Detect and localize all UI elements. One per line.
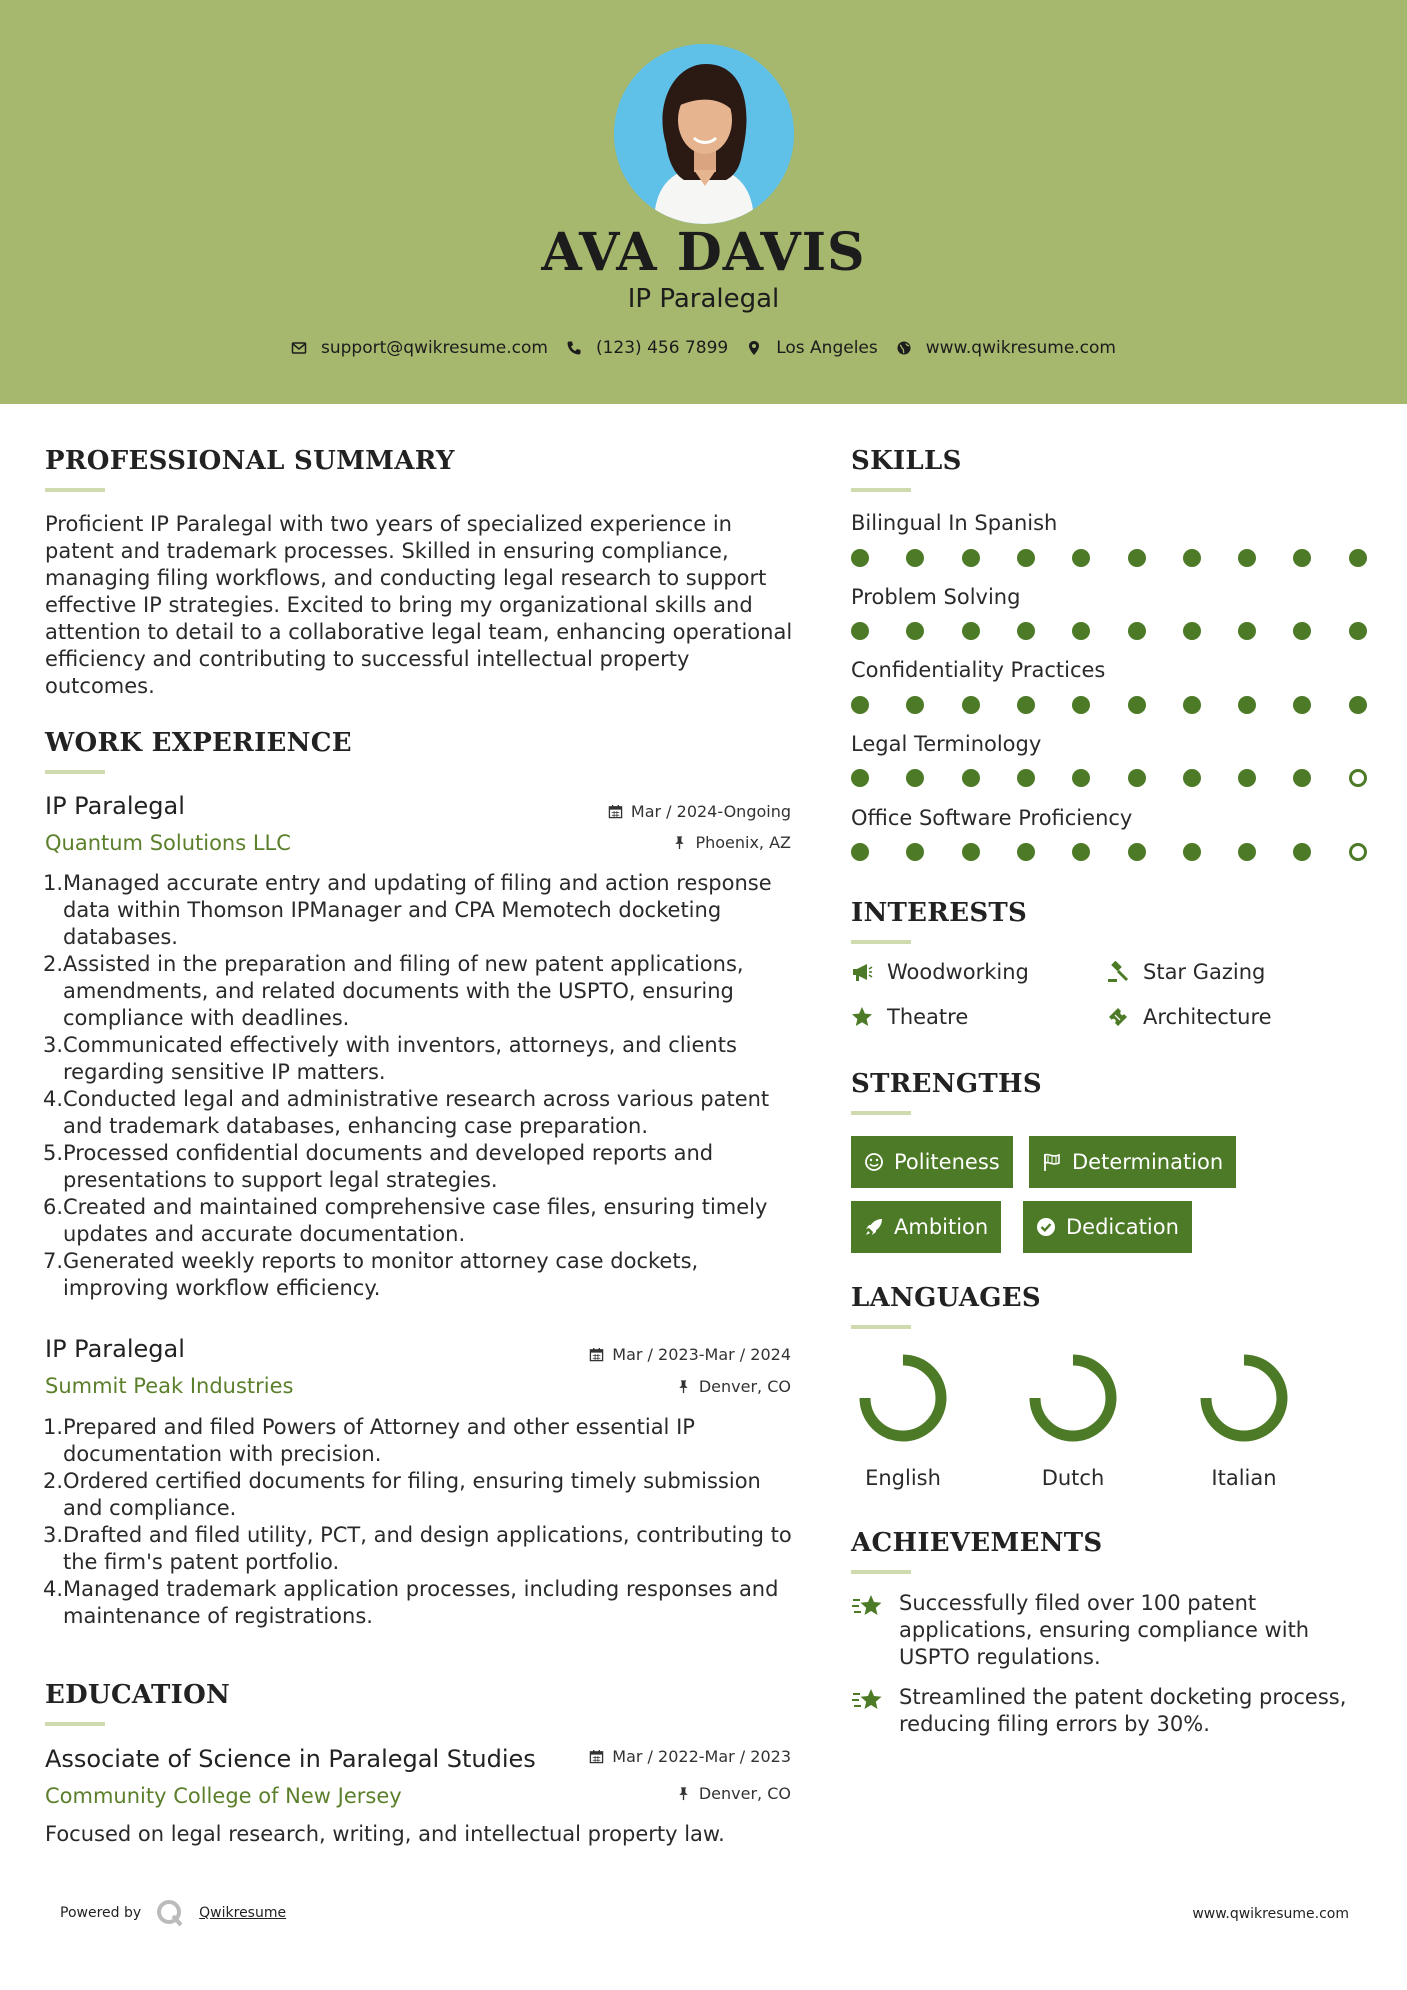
bullet-line: Created and maintained comprehensive case files, ensuring timely [63, 1195, 768, 1219]
skill-dot-filled [1072, 769, 1090, 787]
skills-underline [851, 488, 911, 492]
bullet-line: databases. [63, 925, 178, 949]
job-bullets [45, 1414, 805, 1630]
language-arc [865, 1360, 941, 1436]
phone-text: (123) 456 7899 [595, 338, 729, 358]
achievement-line: reducing filing errors by 30%. [899, 1712, 1210, 1736]
interest-item [1107, 1005, 1272, 1029]
skill-dot-empty [1349, 769, 1367, 787]
skill-dot-filled [962, 843, 980, 861]
skill-dot-filled [906, 696, 924, 714]
skill-dot-filled [1072, 696, 1090, 714]
bullet-line: compliance with deadlines. [63, 1006, 350, 1030]
achievement-text [899, 1684, 1346, 1738]
interest-label: Architecture [1143, 1005, 1272, 1029]
interest-label: Star Gazing [1143, 960, 1266, 984]
bullet-line: maintenance of registrations. [63, 1604, 373, 1628]
skill-dot-filled [1017, 549, 1035, 567]
gavel-icon [1107, 961, 1129, 983]
candidate-name: AVA DAVIS [541, 222, 866, 283]
achievement-item [851, 1684, 1371, 1738]
bullet-line: and compliance. [63, 1496, 237, 1520]
bullet-line: and trademark databases, enhancing case preparation. [63, 1114, 649, 1138]
degree-title: Associate of Science in Paralegal Studies [45, 1745, 536, 1773]
bullet-line: Ordered certified documents for filing, ensuring timely submission [63, 1469, 761, 1493]
summary-line: managing filing workflows, and conducting legal research to support [45, 566, 767, 590]
skill-name: Legal Terminology [851, 732, 1042, 756]
skill-dot-filled [1238, 622, 1256, 640]
skill-name: Confidentiality Practices [851, 658, 1106, 682]
footer-website[interactable]: www.qwikresume.com [1192, 1906, 1349, 1922]
bullet-line: Communicated effectively with inventors, attorneys, and clients [63, 1033, 737, 1057]
skill-dot-filled [1128, 843, 1146, 861]
achievement-line: Streamlined the patent docketing process, [899, 1685, 1347, 1709]
avatar [614, 44, 794, 224]
list-item: 1. Prepared and filed Powers of Attorney and other essential IP documentation with precision. [45, 1414, 805, 1468]
job-bullets [45, 870, 805, 1302]
job-title: IP Paralegal [45, 1335, 185, 1363]
school-name: Community College of New Jersey [45, 1784, 402, 1808]
skills-heading: SKILLS [851, 446, 962, 476]
contact-email[interactable] [291, 338, 548, 358]
skill-rating [851, 696, 1365, 716]
skill-dot-filled [1349, 622, 1367, 640]
achievement-text [899, 1590, 1309, 1671]
list-item: 2. Ordered certified documents for filing, ensuring timely submission and compliance. [45, 1468, 805, 1522]
strength-label: Politeness [894, 1150, 1000, 1174]
phone-icon [566, 340, 582, 356]
bullet-line: presentations to support legal strategies. [63, 1168, 498, 1192]
skill-dot-filled [1017, 769, 1035, 787]
experience-underline [45, 770, 105, 774]
list-item: 1. Managed accurate entry and updating of filing and action response data within Thomson IPManager and CPA Memotech docketing databases. [45, 870, 805, 951]
language-gauge [1198, 1352, 1290, 1444]
skill-dot-filled [962, 622, 980, 640]
pushpin-icon [676, 1786, 691, 1801]
bullet-line: documentation with precision. [63, 1442, 382, 1466]
language-name: Dutch [1041, 1466, 1105, 1490]
bullet-line: Managed trademark application processes, including responses and [63, 1577, 779, 1601]
brand-link[interactable]: Qwikresume [199, 1905, 287, 1921]
skill-dot-filled [1183, 843, 1201, 861]
bullet-line: data within Thomson IPManager and CPA Memotech docketing [63, 898, 722, 922]
skill-dot-filled [1183, 769, 1201, 787]
skill-dot-filled [1293, 696, 1311, 714]
skill-dot-filled [851, 696, 869, 714]
experience-heading: WORK EXPERIENCE [45, 728, 352, 758]
language-gauge [1027, 1352, 1119, 1444]
skill-rating [851, 622, 1365, 642]
strength-label: Ambition [894, 1215, 989, 1239]
interests-heading: INTERESTS [851, 898, 1028, 928]
skill-dot-filled [851, 549, 869, 567]
strength-label: Dedication [1066, 1215, 1179, 1239]
bullet-line: Managed accurate entry and updating of filing and action response [63, 871, 772, 895]
education-location-text: Denver, CO [698, 1784, 791, 1803]
language-gauge [857, 1352, 949, 1444]
bullet-line: Generated weekly reports to monitor attorney case dockets, [63, 1249, 699, 1273]
skill-dot-filled [1183, 622, 1201, 640]
pushpin-icon [672, 835, 687, 850]
job-location [672, 833, 791, 852]
education-heading: EDUCATION [45, 1680, 231, 1710]
rocket-icon [864, 1217, 884, 1237]
skill-dot-filled [1238, 696, 1256, 714]
skill-dot-filled [851, 769, 869, 787]
skill-dot-filled [851, 622, 869, 640]
skill-dot-filled [1293, 769, 1311, 787]
interest-item [851, 1005, 968, 1029]
calendar-icon [589, 1347, 604, 1362]
language-item [1013, 1352, 1133, 1490]
skill-dot-filled [962, 549, 980, 567]
job-location-text: Phoenix, AZ [695, 833, 791, 852]
megaphone-icon [851, 961, 873, 983]
achievement-line: USPTO regulations. [899, 1645, 1101, 1669]
achievement-line: Successfully filed over 100 patent [899, 1591, 1257, 1615]
language-arc [1035, 1360, 1111, 1436]
summary-line: patent and trademark processes. Skilled in ensuring compliance, [45, 539, 729, 563]
strength-label: Determination [1072, 1150, 1224, 1174]
contact-bar [0, 338, 1407, 358]
skill-dot-filled [1128, 696, 1146, 714]
qwikresume-logo-icon [155, 1898, 185, 1928]
contact-location [746, 338, 878, 358]
interest-label: Theatre [887, 1005, 969, 1029]
job-dates-text: Mar / 2023-Mar / 2024 [612, 1345, 791, 1364]
list-item: 5. Processed confidential documents and developed reports and presentations to support legal strategies. [45, 1140, 805, 1194]
summary-heading: PROFESSIONAL SUMMARY [45, 446, 455, 476]
skill-rating [851, 549, 1365, 569]
education-dates [589, 1747, 791, 1766]
language-arc [1206, 1360, 1282, 1436]
summary-text [45, 511, 795, 700]
job-title: IP Paralegal [45, 792, 185, 820]
portrait-image [614, 44, 794, 224]
map-pin-icon [746, 340, 762, 356]
bullet-line: Assisted in the preparation and filing of new patent applications, [63, 952, 744, 976]
summary-line: efficiency and contributing to successful intellectual property [45, 647, 690, 671]
skill-dot-filled [1072, 843, 1090, 861]
skill-rating [851, 769, 1365, 789]
achievements-heading: ACHIEVEMENTS [851, 1528, 1103, 1558]
skill-dot-filled [1072, 549, 1090, 567]
list-item: 7. Generated weekly reports to monitor attorney case dockets, improving workflow efficiency. [45, 1248, 805, 1302]
education-underline [45, 1722, 105, 1726]
bullet-line: amendments, and related documents with the USPTO, ensuring [63, 979, 734, 1003]
skill-dot-filled [962, 769, 980, 787]
job-dates-text: Mar / 2024-Ongoing [630, 802, 791, 821]
contact-website[interactable] [896, 338, 1116, 358]
skill-dot-filled [906, 622, 924, 640]
candidate-title: IP Paralegal [627, 284, 780, 314]
languages-underline [851, 1325, 911, 1329]
location-text: Los Angeles [776, 338, 878, 358]
star-award-icon [851, 1592, 885, 1622]
job-location [676, 1377, 791, 1396]
language-name: Italian [1211, 1466, 1277, 1490]
contact-phone[interactable] [566, 338, 728, 358]
company-name: Summit Peak Industries [45, 1374, 294, 1398]
website-text: www.qwikresume.com [925, 338, 1116, 358]
skill-dot-filled [906, 843, 924, 861]
strength-chip [851, 1201, 1001, 1253]
calendar-icon [608, 804, 623, 819]
list-item: 4. Conducted legal and administrative research across various patent and trademark databases, enhancing case preparation. [45, 1086, 805, 1140]
achievements-underline [851, 1570, 911, 1574]
language-item [1184, 1352, 1304, 1490]
interest-item [1107, 960, 1265, 984]
bullet-line: Processed confidential documents and developed reports and [63, 1141, 714, 1165]
skill-dot-filled [851, 843, 869, 861]
skill-name: Problem Solving [851, 585, 1021, 609]
globe-icon [896, 340, 912, 356]
list-item: 4. Managed trademark application processes, including responses and maintenance of registrations. [45, 1576, 805, 1630]
summary-line: effective IP strategies. Excited to bring my organizational skills and [45, 593, 753, 617]
footer-powered-by [60, 1898, 286, 1928]
skill-dot-filled [1128, 549, 1146, 567]
envelope-icon [291, 340, 307, 356]
skill-dot-filled [1293, 549, 1311, 567]
skill-dot-empty [1349, 843, 1367, 861]
skill-dot-filled [1183, 549, 1201, 567]
bullet-line: improving workflow efficiency. [63, 1276, 381, 1300]
skill-dot-filled [1128, 622, 1146, 640]
education-dates-text: Mar / 2022-Mar / 2023 [612, 1747, 791, 1766]
header-banner [0, 0, 1407, 404]
ticket-icon [1107, 1006, 1129, 1028]
flag-icon [1042, 1152, 1062, 1172]
bullet-line: regarding sensitive IP matters. [63, 1060, 386, 1084]
list-item: 6. Created and maintained comprehensive case files, ensuring timely updates and accurate documentation. [45, 1194, 805, 1248]
bullet-line: Prepared and filed Powers of Attorney and other essential IP [63, 1415, 695, 1439]
star-icon [851, 1006, 873, 1028]
skill-name: Office Software Proficiency [851, 806, 1133, 830]
skill-dot-filled [1293, 843, 1311, 861]
strengths-underline [851, 1111, 911, 1115]
skill-dot-filled [962, 696, 980, 714]
job-dates [589, 1345, 791, 1364]
skill-rating [851, 843, 1365, 863]
list-item: 3. Communicated effectively with inventors, attorneys, and clients regarding sensitive IP matters. [45, 1032, 805, 1086]
language-name: English [865, 1466, 941, 1490]
job-location-text: Denver, CO [698, 1377, 791, 1396]
email-text: support@qwikresume.com [321, 338, 548, 358]
star-award-icon [851, 1686, 885, 1716]
skill-dot-filled [1017, 696, 1035, 714]
languages-heading: LANGUAGES [851, 1283, 1041, 1313]
skill-dot-filled [1293, 622, 1311, 640]
check-circle-icon [1036, 1217, 1056, 1237]
achievement-item [851, 1590, 1371, 1671]
interest-label: Woodworking [887, 960, 1029, 984]
skill-dot-filled [1238, 549, 1256, 567]
skill-dot-filled [1017, 843, 1035, 861]
skill-dot-filled [1128, 769, 1146, 787]
skill-dot-filled [1238, 843, 1256, 861]
skill-dot-filled [1349, 549, 1367, 567]
job-dates [608, 802, 791, 821]
skill-name: Bilingual In Spanish [851, 511, 1058, 535]
skill-dot-filled [1349, 696, 1367, 714]
skill-dot-filled [1072, 622, 1090, 640]
strengths-heading: STRENGTHS [851, 1069, 1042, 1099]
bullet-line: Drafted and filed utility, PCT, and design applications, contributing to [63, 1523, 792, 1547]
language-item [843, 1352, 963, 1490]
summary-line: attention to detail to a collaborative legal team, enhancing operational [45, 620, 793, 644]
skill-dot-filled [1017, 622, 1035, 640]
pushpin-icon [676, 1379, 691, 1394]
interests-underline [851, 940, 911, 944]
summary-underline [45, 488, 105, 492]
strength-chip [1029, 1136, 1236, 1188]
interest-item [851, 960, 1029, 984]
bullet-line: updates and accurate documentation. [63, 1222, 466, 1246]
skill-dot-filled [906, 769, 924, 787]
list-item: 2. Assisted in the preparation and filing of new patent applications, amendments, and related documents with the USPTO, ensuring compliance with deadlines. [45, 951, 805, 1032]
company-name: Quantum Solutions LLC [45, 831, 291, 855]
bullet-line: Conducted legal and administrative research across various patent [63, 1087, 770, 1111]
skill-dot-filled [1183, 696, 1201, 714]
skill-dot-filled [1238, 769, 1256, 787]
summary-line: outcomes. [45, 674, 155, 698]
strength-chip [1023, 1201, 1192, 1253]
strength-chip [851, 1136, 1013, 1188]
skill-dot-filled [906, 549, 924, 567]
smile-icon [864, 1152, 884, 1172]
summary-line: Proficient IP Paralegal with two years of specialized experience in [45, 512, 732, 536]
achievement-line: applications, ensuring compliance with [899, 1618, 1310, 1642]
education-location [676, 1784, 791, 1803]
list-item: 3. Drafted and filed utility, PCT, and design applications, contributing to the firm's patent portfolio. [45, 1522, 805, 1576]
powered-by-text: Powered by [60, 1905, 142, 1921]
education-description: Focused on legal research, writing, and intellectual property law. [45, 1822, 725, 1846]
bullet-line: the firm's patent portfolio. [63, 1550, 340, 1574]
calendar-icon [589, 1749, 604, 1764]
